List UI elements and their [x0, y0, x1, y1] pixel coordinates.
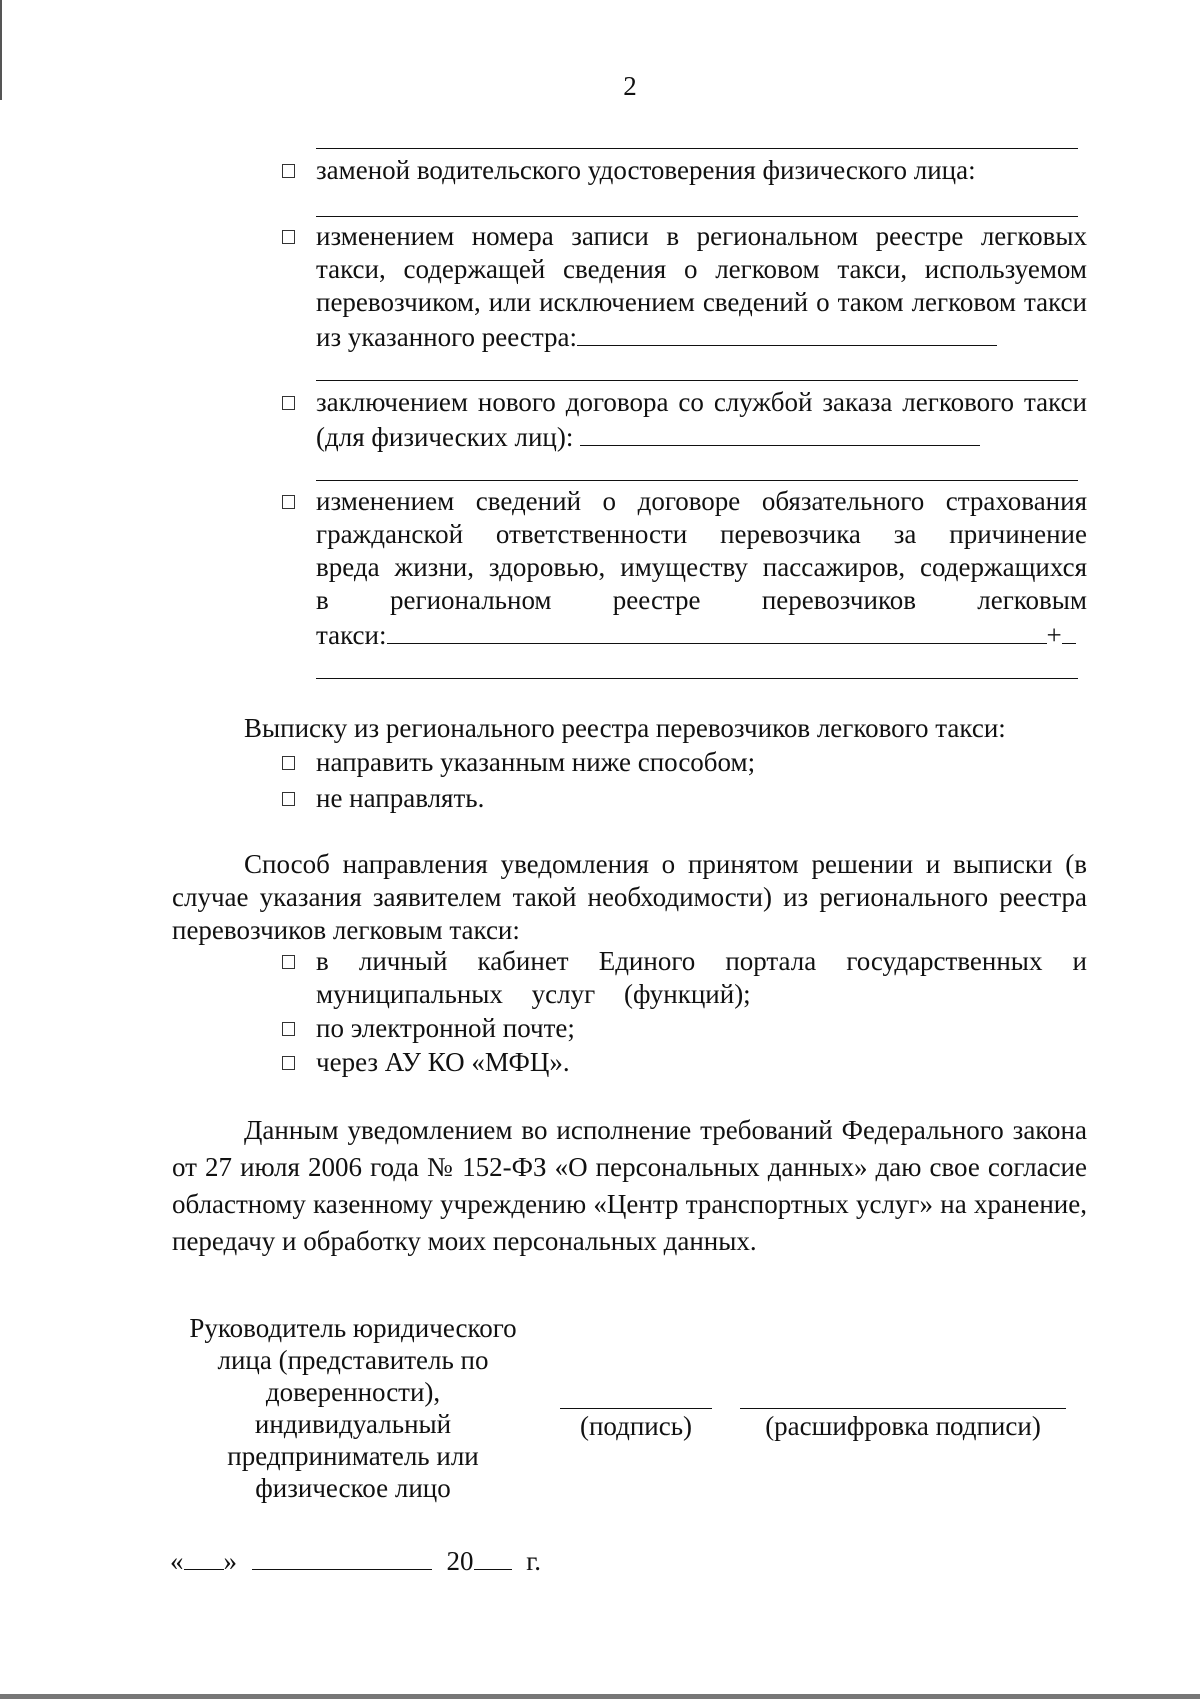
date-open-quote: «	[170, 1546, 184, 1576]
checkbox-replace-license[interactable]	[282, 164, 295, 178]
fill-line	[387, 617, 1047, 644]
fill-line	[580, 419, 980, 446]
page-number: 2	[623, 71, 637, 101]
signer-title: Руководитель юридического лица (представитель по доверенности), индивидуальный предприниматель или физическое лицо	[189, 1313, 517, 1503]
option-text: изменением номера записи в региональном реестре легковых такси, содержащей сведения о легковом такси, используемом перевозчиком, или исключением сведений о таком легковом такси из указанного реестра:	[316, 221, 1087, 352]
decoding-line	[740, 1408, 1066, 1409]
fill-line	[316, 480, 1078, 481]
fill-line	[316, 380, 1078, 381]
fill-line	[316, 148, 1078, 149]
signature-line	[560, 1408, 712, 1409]
date-line	[170, 1543, 541, 1578]
checkbox-delivery-email[interactable]	[282, 1022, 295, 1036]
option-change-registry-entry	[316, 220, 1087, 354]
checkbox-change-registry-entry[interactable]	[282, 230, 295, 244]
decoding-label: (расшифровка подписи)	[765, 1411, 1041, 1441]
extract-option-dont-send: не направлять.	[316, 783, 485, 813]
delivery-option-mfc: через АУ КО «МФЦ».	[316, 1047, 570, 1077]
date-close-quote: »	[223, 1546, 237, 1576]
option-text: заменой водительского удостоверения физического лица:	[316, 155, 976, 185]
fill-line	[316, 678, 1078, 679]
delivery-heading: Способ направления уведомления о принятом решении и выписки (в случае указания заявителем такой необходимости) из регионального реестра перевозчиков легковым такси:	[172, 849, 1087, 945]
fill-line	[577, 319, 997, 346]
option-text-line: гражданской ответственности перевозчика за причинение	[316, 519, 1087, 549]
checkbox-delivery-mfc[interactable]	[282, 1056, 295, 1070]
option-text-line: вреда жизни, здоровью, имуществу пассажиров, содержащихся	[316, 552, 1087, 582]
delivery-option-email: по электронной почте;	[316, 1013, 575, 1043]
year-prefix: 20	[446, 1546, 474, 1576]
option-change-insurance	[316, 485, 1087, 652]
consent-paragraph: Данным уведомлением во исполнение требований Федерального закона от 27 июля 2006 года № 152-ФЗ «О персональных данных» даю свое согласие областному казенному учреждению «Центр транспортных услуг» на хранение, передачу и обработку моих персональных данных.	[172, 1115, 1087, 1256]
day-field[interactable]	[184, 1543, 224, 1570]
option-text-line: изменением сведений о договоре обязательного страхования	[316, 486, 1087, 516]
option-new-dispatch-contract	[316, 386, 1087, 454]
checkbox-delivery-portal[interactable]	[282, 955, 295, 969]
checkbox-extract-dont-send[interactable]	[282, 792, 295, 806]
extract-option-send: направить указанным ниже способом;	[316, 747, 756, 777]
year-suffix: г.	[526, 1546, 542, 1576]
extract-heading: Выписку из регионального реестра перевозчиков легкового такси:	[244, 713, 1006, 743]
option-text-line: такси:	[316, 620, 387, 650]
signature-label: (подпись)	[579, 1411, 693, 1441]
fill-line	[316, 216, 1078, 217]
checkbox-extract-send[interactable]	[282, 756, 295, 770]
option-text: заключением нового договора со службой заказа легкового такси (для физических лиц):	[316, 387, 1087, 452]
checkbox-new-dispatch-contract[interactable]	[282, 396, 295, 410]
option-text-line: в региональном реестре перевозчиков легковым	[316, 585, 1087, 615]
scan-bottom-edge	[0, 1694, 1200, 1699]
plus-mark: +	[1046, 620, 1062, 650]
year-field[interactable]	[474, 1543, 512, 1570]
checkbox-change-insurance[interactable]	[282, 495, 295, 509]
month-field[interactable]	[252, 1543, 432, 1570]
delivery-option-portal: в личный кабинет Единого портала государственных и муниципальных услуг (функций);	[316, 946, 1087, 1009]
fill-line	[1062, 617, 1076, 644]
option-replace-license	[316, 154, 1087, 187]
